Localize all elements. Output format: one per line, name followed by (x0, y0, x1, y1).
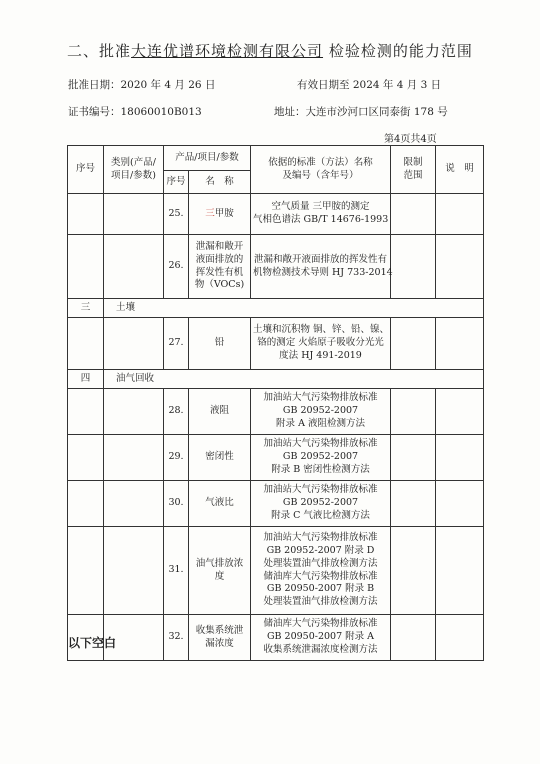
header-product: 产品/项目/参数 (164, 146, 251, 171)
header-category: 类别(产品/ 项目/参数) (104, 146, 164, 194)
table-row: 25. 三甲胺 空气质量 三甲胺的测定 气相色谱法 GB/T 14676-1993 (68, 194, 484, 235)
heading-prefix: 二、批准 (67, 42, 132, 60)
table-row: 30. 气液比 加油站大气污染物排放标准 GB 20952-2007 附录 C 气液比检测方法 (68, 481, 484, 527)
capability-table (67, 145, 484, 661)
address: 地址：大连市沙河口区同泰街 178 号 (274, 106, 448, 118)
heading-company: 大连优谱环境检测有限公司 (131, 42, 324, 60)
header-note: 说 明 (436, 146, 484, 194)
document-heading (67, 40, 473, 61)
validity-date: 有效日期至 2024 年 4 月 3 日 (297, 79, 442, 91)
table-row: 31. 油气排放浓 度 加油站大气污染物排放标准 GB 20952-2007 附录 D 处理装置油气排放检测方法 储油库大气污染物排放标准 GB 20950-2007 附录 B 处理装置油气排放检测方法 (68, 527, 484, 615)
header-seq: 序号 (68, 146, 104, 194)
header-name: 名 称 (189, 171, 251, 194)
header-standard: 依据的标准（方法）名称 及编号（含年号） (251, 146, 391, 194)
table-row: 26. 泄漏和敞开 液面排放的 挥发性有机 物（VOCs) 泄漏和敞开液面排放的挥发性有 机物检测技术导则 HJ 733-2014 (68, 235, 484, 299)
table-row: 29. 密闭性 加油站大气污染物排放标准 GB 20952-2007 附录 B 密闭性检测方法 (68, 435, 484, 481)
end-of-list-note: 以下空白 (68, 636, 117, 650)
table-row: 28. 液阻 加油站大气污染物排放标准 GB 20952-2007 附录 A 液阻检测方法 (68, 389, 484, 435)
heading-suffix: 检验检测的能力范围 (328, 42, 473, 60)
certificate-number: 证书编号：18060010B013 (68, 106, 202, 118)
group-row: 四 油气回收 (68, 370, 484, 389)
header-sub-seq: 序号 (164, 171, 189, 194)
table-row: 32. 收集系统泄 漏浓度 储油库大气污染物排放标准 GB 20950-2007 附录 A 收集系统泄漏浓度检测方法 (68, 615, 484, 661)
approval-date: 批准日期：2020 年 4 月 26 日 (68, 79, 216, 91)
header-limit: 限制 范围 (391, 146, 436, 194)
group-row: 三 土壤 (68, 299, 484, 318)
page-counter: 第4页共4页 (384, 134, 437, 145)
table-row: 27. 铅 土壤和沉积物 铜、锌、铅、镍、 铬的测定 火焰原子吸收分光光 度法 HJ 491-2019 (68, 318, 484, 370)
